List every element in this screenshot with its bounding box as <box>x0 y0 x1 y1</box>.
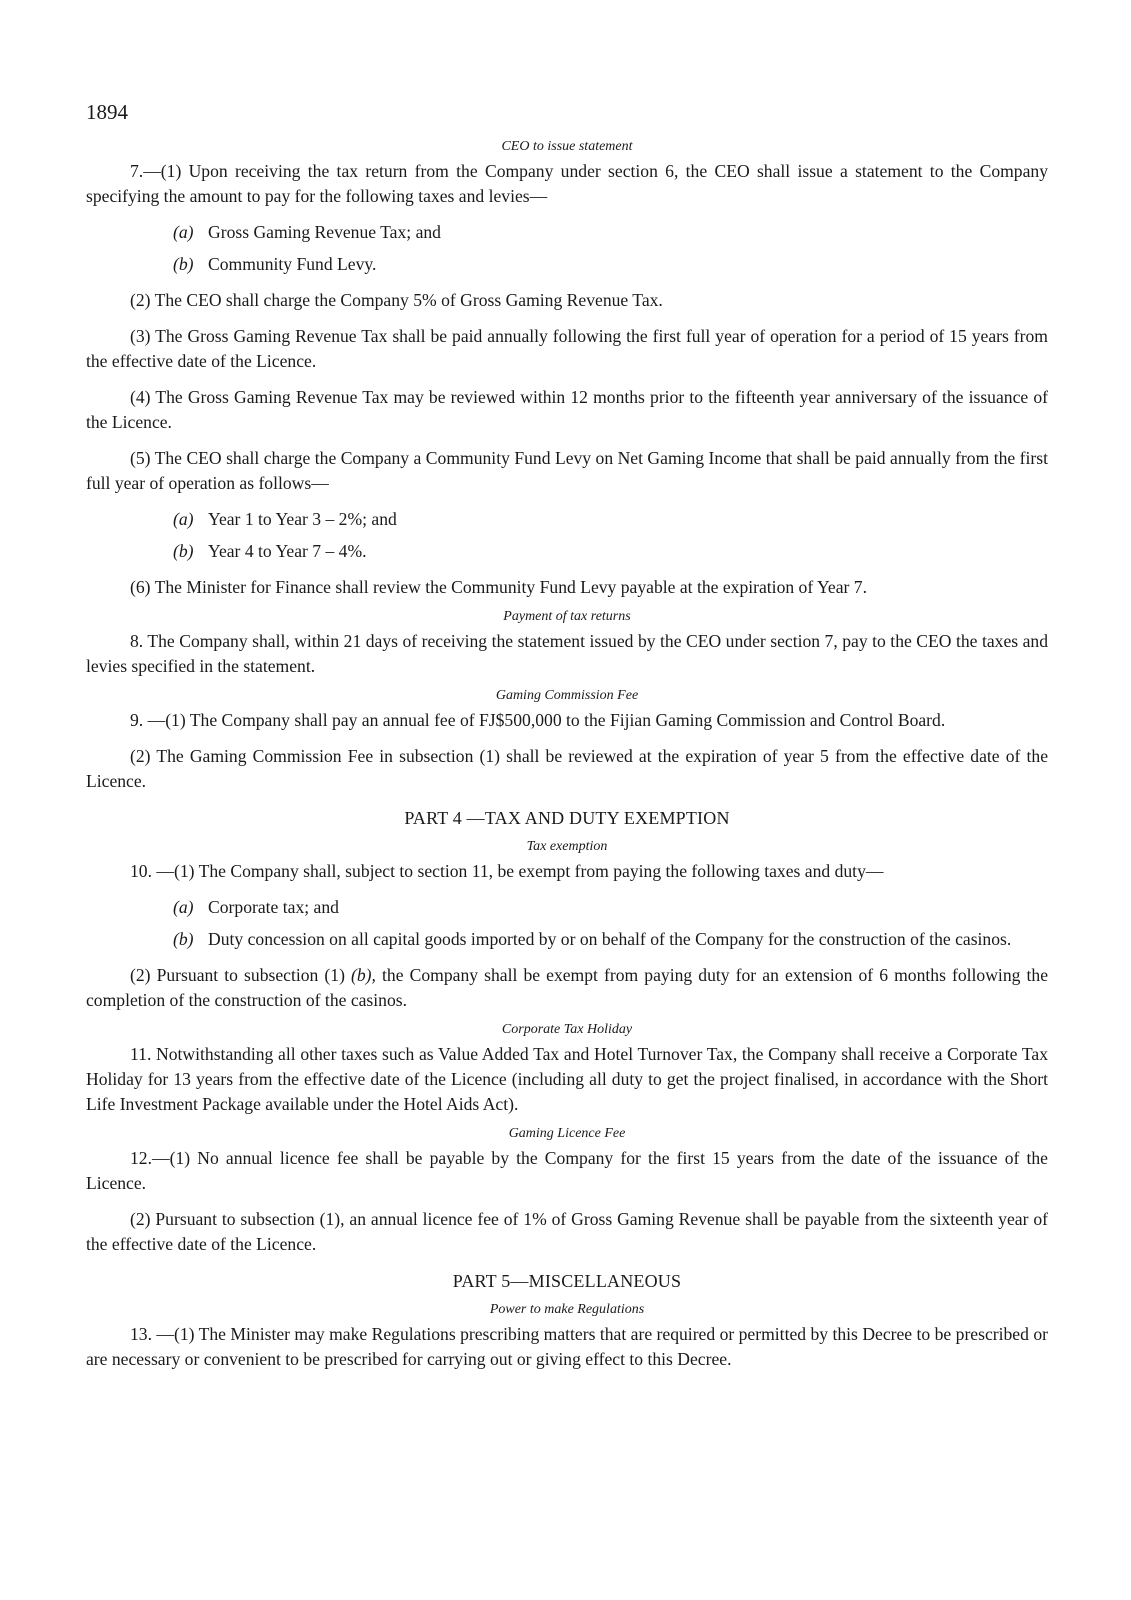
section-7-subsection-6: (6) The Minister for Finance shall review the Community Fund Levy payable at the expiration of Year 7. <box>130 577 867 597</box>
section-7-levy-items <box>86 507 1048 564</box>
section-11-heading: Corporate Tax Holiday <box>501 1022 633 1037</box>
section-11-text: 11. Notwithstanding all other taxes such as Value Added Tax and Hotel Turnover Tax, the Company shall receive a Corporate Tax Holiday for 13 years from the effective date of the Licence (including all duty to get the project finalised, in accordance with the Short Life Investment Package available under the Hotel Aids Act). <box>86 1044 1048 1114</box>
section-7-subsection-4: (4) The Gross Gaming Revenue Tax may be reviewed within 12 months prior to the fifteenth year anniversary of the issuance of the Licence. <box>86 387 1048 432</box>
section-13-heading: Power to make Regulations <box>489 1302 645 1317</box>
item-label: (b) <box>173 254 194 274</box>
section-7-subsection-3: (3) The Gross Gaming Revenue Tax shall be paid annually following the first full year of operation for a period of 15 years from the effective date of the Licence. <box>86 326 1048 371</box>
part-4-title: PART 4 —TAX AND DUTY EXEMPTION <box>404 808 730 828</box>
section-10-subsection-1: 10. —(1) The Company shall, subject to section 11, be exempt from paying the following taxes and duty— <box>130 861 884 881</box>
section-7-heading: CEO to issue statement <box>501 139 633 154</box>
section-10-items <box>86 895 1048 952</box>
section-12-subsection-2: (2) Pursuant to subsection (1), an annual licence fee of 1% of Gross Gaming Revenue shall be payable from the sixteenth year of the effective date of the Licence. <box>86 1209 1048 1254</box>
item-text: Corporate tax; and <box>208 897 339 917</box>
item-label: (b) <box>173 929 194 949</box>
list-item <box>86 507 1048 532</box>
section-7-subsection-2: (2) The CEO shall charge the Company 5% of Gross Gaming Revenue Tax. <box>130 290 663 310</box>
section-10-subsection-2 <box>86 963 1048 1013</box>
section-7-subsection-1: 7.—(1) Upon receiving the tax return from the Company under section 6, the CEO shall issue a statement to the Company specifying the amount to pay for the following taxes and levies— <box>86 161 1048 206</box>
part-5-title: PART 5—MISCELLANEOUS <box>452 1271 682 1291</box>
item-label: (a) <box>173 222 194 242</box>
item-label: (a) <box>173 509 194 529</box>
list-item <box>86 252 1048 277</box>
section-12-heading: Gaming Licence Fee <box>508 1126 626 1141</box>
section-8-text: 8. The Company shall, within 21 days of receiving the statement issued by the CEO under section 7, pay to the CEO the taxes and levies specified in the statement. <box>86 631 1048 676</box>
section-12-subsection-1: 12.—(1) No annual licence fee shall be payable by the Company for the first 15 years from the date of the issuance of the Licence. <box>86 1148 1048 1193</box>
section-8-heading: Payment of tax returns <box>503 609 631 624</box>
list-item <box>86 539 1048 564</box>
item-text: Gross Gaming Revenue Tax; and <box>208 222 441 242</box>
section-13-subsection-1: 13. —(1) The Minister may make Regulations prescribing matters that are required or permitted by this Decree to be prescribed or are necessary or convenient to be prescribed for carrying out or giving effect to this Decree. <box>86 1324 1048 1369</box>
subsection-text-post: the Company shall be exempt from paying duty for an extension of 6 months following the completion of the construction of the casinos. <box>86 965 1049 1010</box>
section-10-heading: Tax exemption <box>526 839 608 854</box>
section-9-heading: Gaming Commission Fee <box>495 688 639 703</box>
subsection-ref-italic: (b), <box>351 965 376 985</box>
item-text: Community Fund Levy. <box>208 254 377 274</box>
section-7-subsection-5: (5) The CEO shall charge the Company a Community Fund Levy on Net Gaming Income that shall be paid annually from the first full year of operation as follows— <box>86 448 1048 493</box>
section-7-items <box>86 220 1048 277</box>
item-text: Year 1 to Year 3 – 2%; and <box>208 509 397 529</box>
page-number: 1894 <box>86 100 128 124</box>
list-item <box>86 220 1048 245</box>
item-label: (a) <box>173 897 194 917</box>
document-page <box>86 100 1048 1372</box>
section-9-subsection-1: 9. —(1) The Company shall pay an annual fee of FJ$500,000 to the Fijian Gaming Commission and Control Board. <box>130 710 946 730</box>
item-text: Duty concession on all capital goods imported by or on behalf of the Company for the construction of the casinos. <box>208 929 1012 949</box>
subsection-text-pre: (2) Pursuant to subsection (1) <box>130 965 352 985</box>
list-item <box>86 895 1048 920</box>
section-9-subsection-2: (2) The Gaming Commission Fee in subsection (1) shall be reviewed at the expiration of year 5 from the effective date of the Licence. <box>86 746 1048 791</box>
item-text: Year 4 to Year 7 – 4%. <box>208 541 367 561</box>
list-item <box>86 927 1048 952</box>
item-label: (b) <box>173 541 194 561</box>
